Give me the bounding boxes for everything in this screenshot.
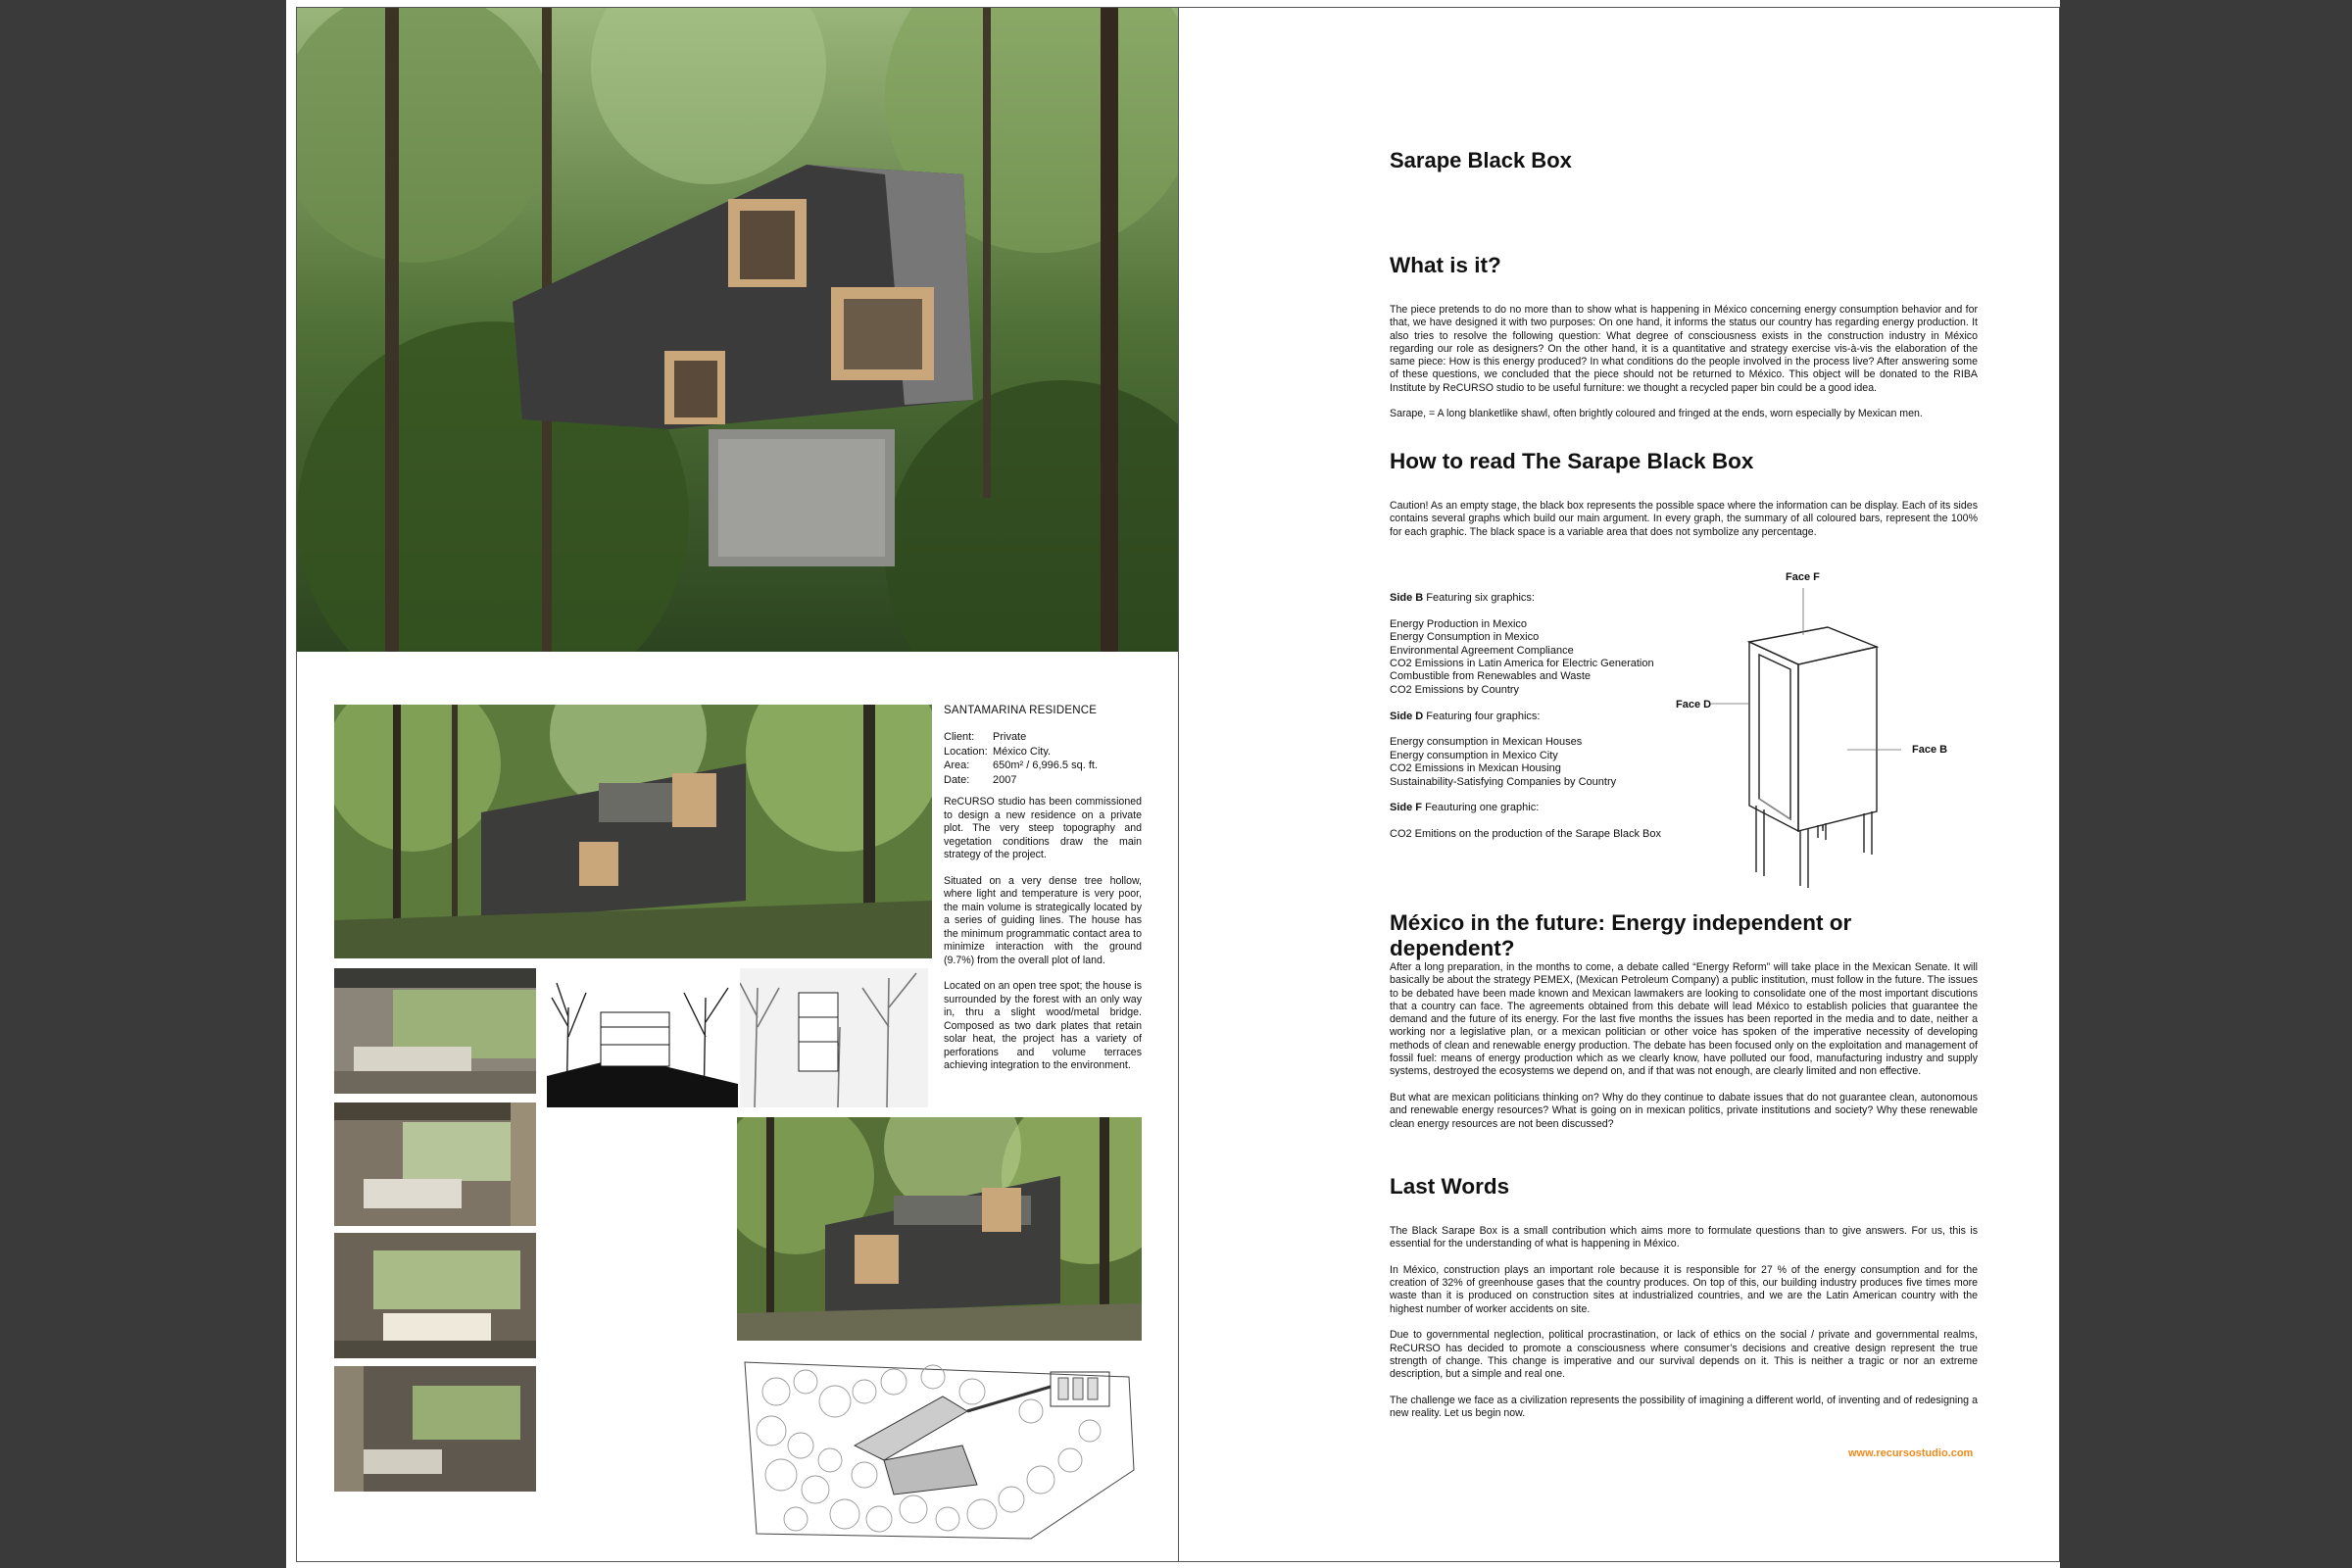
fact-date: Date: 2007	[944, 773, 1017, 786]
heading-how-to-read: How to read The Sarape Black Box	[1390, 449, 1754, 473]
side-d-item: Energy consumption in Mexican Houses	[1390, 736, 1583, 749]
side-b-item: Energy Production in Mexico	[1390, 617, 1528, 630]
side-d-item: Energy consumption in Mexico City	[1390, 749, 1558, 761]
side-d-item: Sustainability-Satisfying Companies by Country	[1390, 775, 1617, 788]
sides-list: Side B Featuring six graphics: Energy Production in Mexico Energy Consumption in Mexico Environmental Agreement Compliance CO2 Emissions in Latin America for Electric Generation Combustible from Renewables and Waste CO2 Emissions by Country Side D Featuring four graphics: Energy consumption in Mexican Houses Energy consumption in Mexico City CO2 Emissions in Mexican Housing Sustainability-Satisfying Companies by Country Side F Feauturing one graphic: CO2 Emitions on the production of the Sarape Black Box	[1390, 592, 1661, 841]
interior-photo-2	[334, 1102, 536, 1226]
heading-mexico-future: México in the future: Energy independent or dependent?	[1390, 910, 1852, 960]
studio-url-link[interactable]: www.recursostudio.com	[1848, 1447, 1974, 1459]
project-title: SANTAMARINA RESIDENCE	[944, 705, 1098, 716]
how-paragraph: Caution! As an empty stage, the black box represents the possible space where the information can be display. Each of its sides contains several graphs which build our main argument. In every graph, the summary of all coloured bars, represent the 100% for each graphic. The black space is a variable area that does not symbolize any percentage.	[1390, 500, 1978, 538]
section-drawing-2	[740, 968, 928, 1107]
side-b-item: Energy Consumption in Mexico	[1390, 631, 1540, 644]
heading-what-is-it: What is it?	[1390, 253, 1501, 277]
future-body	[1390, 961, 1978, 1144]
black-box-diagram	[1666, 578, 1960, 892]
side-f-item: CO2 Emitions on the production of the Sarape Black Box	[1390, 828, 1661, 841]
exterior-photo	[737, 1117, 1142, 1341]
project-paragraph: Located on an open tree spot; the house is surrounded by the forest with an only way in, thru a slight wood/metal bridge. Composed as two dark plates that retain solar heat, the project has a variety of perforations and volume terraces achieving integration to the environment.	[944, 980, 1142, 1071]
last-paragraph: The Black Sarape Box is a small contribution which aims more to formulate questions than to give answers. For us, this is essential for the understanding of what is happening in México.	[1390, 1225, 1978, 1250]
future-paragraph: But what are mexican politicians thinking on? Why do they continue to dabate issues that do not guarantee clean, autonomous and renewable energy resources? What is going on in mexican politics, private institutions and society? Why these renewable clean energy resources are not been discussed?	[1390, 1091, 1978, 1130]
interior-photo-3	[334, 1233, 536, 1358]
side-b-item: Combustible from Renewables and Waste	[1390, 670, 1592, 683]
side-b-item: CO2 Emissions by Country	[1390, 683, 1520, 696]
hero-house-photo	[297, 8, 1178, 652]
face-f-label: Face F	[1786, 571, 1820, 583]
last-body	[1390, 1225, 1978, 1434]
last-paragraph: Due to governmental neglection, political procrastination, or lack of ethics on the social / private and governmental realms, ReCURSO has decided to promote a consciousness where consumer’s decisions and creative design represent the true strength of change. This change is imperative and our survival depends on it. This is neither a tragic or nor an extreme description, but a simple and real one.	[1390, 1329, 1978, 1381]
frame-right	[2059, 7, 2060, 1562]
last-paragraph: The challenge we face as a civilization represents the possibility of imagining a different world, of inventing and of redesigning a new reality. Let us begin now.	[1390, 1394, 1978, 1420]
project-paragraph: Situated on a very dense tree hollow, where light and temperature is very poor, the main volume is strategically located by a series of guiding lines. The house has the minimum programmatic contact area to minimize interaction with the ground (9.7%) from the overall plot of land.	[944, 874, 1142, 966]
project-paragraph: ReCURSO studio has been commissioned to design a new residence on a private plot. The very steep topography and vegetation conditions draw the main strategy of the project.	[944, 796, 1142, 860]
site-plan-drawing	[737, 1352, 1142, 1548]
side-b-item: Environmental Agreement Compliance	[1390, 644, 1574, 657]
fact-location: Location: México City.	[944, 745, 1052, 758]
how-body	[1390, 500, 1978, 552]
face-b-label: Face B	[1912, 744, 1948, 756]
side-b-label: Side B	[1390, 592, 1424, 604]
side-b-item: CO2 Emissions in Latin America for Electric Generation	[1390, 658, 1654, 670]
side-d-label: Side D	[1390, 710, 1424, 722]
what-body	[1390, 304, 1978, 434]
last-paragraph: In México, construction plays an important role because it is responsible for 27 % of the energy consumption and for the creation of 32% of greenhouse gases that the country produces. On top of this, our building industry produces five times more waste than it is produced on construction sites at industrialized countries, and we are the Latin American country with the highest number of worker accidents on site.	[1390, 1263, 1978, 1315]
what-paragraph: The piece pretends to do no more than to show what is happening in México concerning energy consumption behavior and for that, we have designed it with two purposes: On one hand, it informs the status our country has regarding energy production. It also tries to resolve the following question: What degree of consciousness exists in the construction industry in México regarding our role as designers? On the other hand, it is a quantitative and strategy exercise vis-à-vis the elaboration of the same piece: How is this energy produced? In what conditions do the people involved in the process live? After answering some of these questions, we concluded that the piece should not be returned to México. This object will be donated to the RIBA Institute by ReCURSO studio to be useful furniture: we thought a recycled paper bin could be a good idea.	[1390, 304, 1978, 394]
heading-last-words: Last Words	[1390, 1174, 1510, 1199]
project-description	[944, 796, 1142, 1086]
fact-client: Client: Private	[944, 731, 1027, 743]
page-divider	[1178, 7, 1179, 1562]
interior-photo-4	[334, 1366, 536, 1492]
page-title: Sarape Black Box	[1390, 148, 1572, 172]
section-drawing-1	[547, 968, 738, 1107]
side-f-label: Side F	[1390, 802, 1423, 814]
sarape-definition: Sarape, = A long blanketlike shawl, often brightly coloured and fringed at the ends, worn especially by Mexican men.	[1390, 408, 1923, 420]
project-facts	[944, 730, 1098, 787]
residence-render-photo	[334, 705, 932, 958]
side-d-item: CO2 Emissions in Mexican Housing	[1390, 762, 1561, 775]
fact-area: Area: 650m² / 6,996.5 sq. ft.	[944, 760, 1099, 771]
face-d-label: Face D	[1676, 699, 1712, 710]
future-paragraph: After a long preparation, in the months to come, a debate called “Energy Reform” will take place in the Mexican Senate. It will basically be about the strategy PEMEX, (Mexican Petroleum Company) a public institution, must follow in the future. The issues to be debated have been made known and Mexican lawmakers are looking to consolidate one of the most important discutions that a country can face. The agreements obtained from this debate will lead México to establish policies that guarantee the demand and the future of its energy. For the last five months the issues has been reported in the media and to date, neither a working nor a legislative plan, or a mexican politician or other voice has spoken of the imperative necessity of developing methods of clean and renewable energy production. The debate has been focused only on the exploitation and management of fossil fuel: means of energy production which as we clearly know, have polluted our food, manufacturing industry and supply systems, destroyed the ecosystems we depend on, and if that was not enough, are clearly limited and non effective.	[1390, 961, 1978, 1078]
interior-photo-1	[334, 968, 536, 1094]
